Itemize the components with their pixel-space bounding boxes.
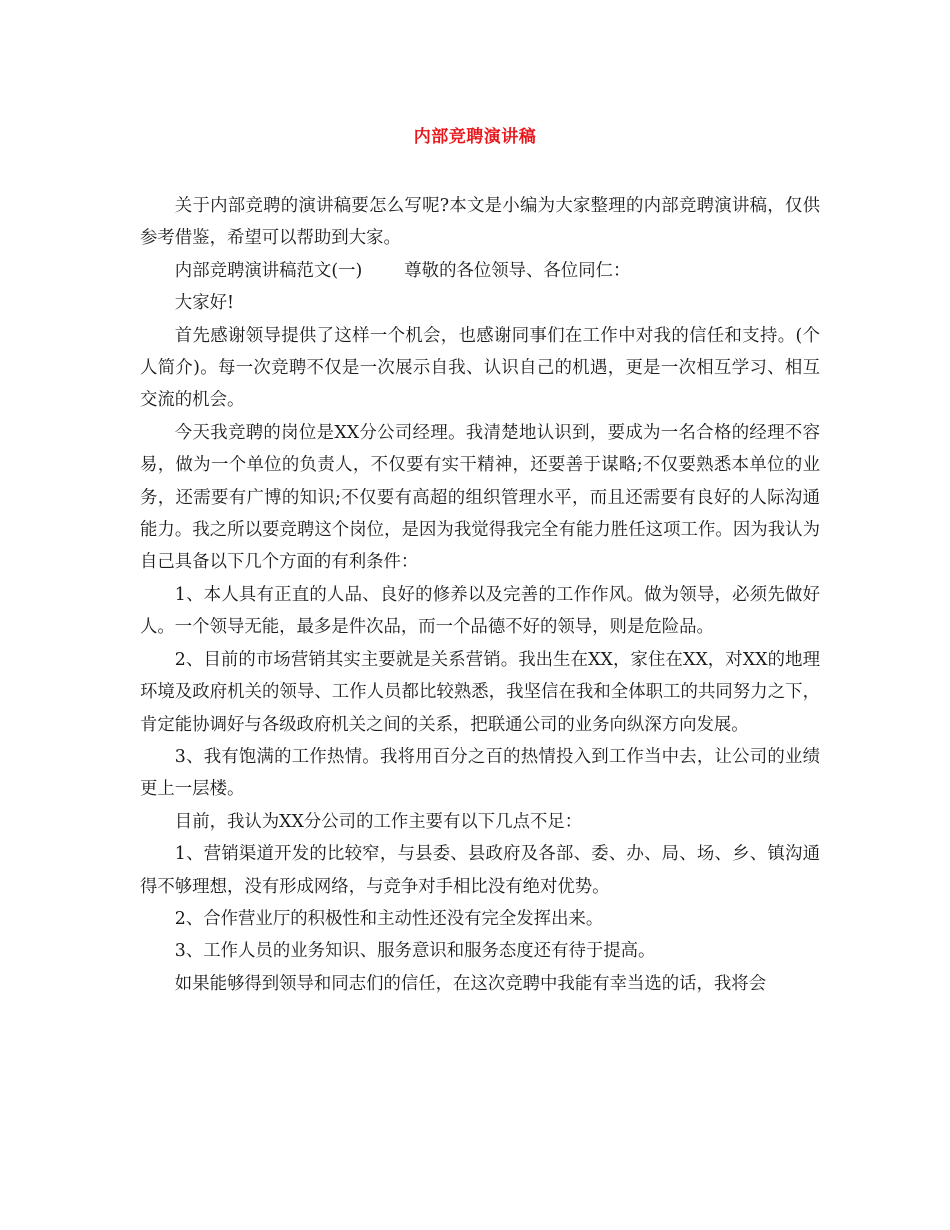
paragraph-intro: 关于内部竞聘的演讲稿要怎么写呢?本文是小编为大家整理的内部竞聘演讲稿，仅供参考借鉴，希望可以帮助到大家。 — [140, 196, 820, 249]
paragraph-shortcomings-intro: 目前，我认为XX分公司的工作主要有以下几点不足： — [174, 811, 583, 832]
paragraph-shortcoming-3: 3、工作人员的业务知识、服务意识和服务态度还有待于提高。 — [174, 941, 656, 962]
paragraph-shortcoming-2: 2、合作营业厅的积极性和主动性还没有完全发挥出来。 — [174, 908, 604, 929]
paragraph-condition-1: 1、本人具有正直的人品、良好的修养以及完善的工作作风。做为领导，必须先做好人。一个领导无能，最多是件次品，而一个品德不好的领导，则是危险品。 — [140, 584, 820, 638]
paragraph-condition-3: 3、我有饱满的工作热情。我将用百分之百的热情投入到工作当中去，让公司的业绩更上一层楼。 — [140, 746, 820, 800]
paragraph-condition-2: 2、目前的市场营销其实主要就是关系营销。我出生在XX，家住在XX，对XX的地理环境及政府机关的领导、工作人员都比较熟悉，我坚信在我和全体职工的共同努力之下，肯定能协调好与各级政府机关之间的关系，把联通公司的业务向纵深方向发展。 — [140, 649, 820, 735]
document-body — [140, 190, 820, 1000]
paragraph-shortcoming-1: 1、营销渠道开发的比较窄，与县委、县政府及各部、委、办、局、场、乡、镇沟通得不够理想，没有形成网络，与竞争对手相比没有绝对优势。 — [140, 844, 820, 897]
document-title: 内部竞聘演讲稿 — [413, 127, 537, 147]
paragraph-greeting: 大家好! — [174, 293, 234, 314]
sample-heading: 内部竞聘演讲稿范文(一) — [174, 260, 363, 281]
paragraph-position: 今天我竞聘的岗位是XX分公司经理。我清楚地认识到，要成为一名合格的经理不容易，做为一个单位的负责人，不仅要有实干精神，还要善于谋略;不仅要熟悉本单位的业务，还需要有广博的知识;不仅要有高超的组织管理水平，而且还需要有良好的人际沟通能力。我之所以要竞聘这个岗位，是因为我觉得我完全有能力胜任这项工作。因为我认为自己具备以下几个方面的有利条件： — [140, 422, 820, 573]
paragraph-thanks: 首先感谢领导提供了这样一个机会，也感谢同事们在工作中对我的信任和支持。(个人简介)。每一次竞聘不仅是一次展示自我、认识自己的机遇，更是一次相互学习、相互交流的机会。 — [140, 325, 820, 411]
paragraph-closing: 如果能够得到领导和同志们的信任，在这次竞聘中我能有幸当选的话，我将会 — [174, 973, 767, 994]
salutation: 尊敬的各位领导、各位同仁： — [404, 260, 631, 281]
paragraph-sample-heading — [140, 255, 820, 287]
